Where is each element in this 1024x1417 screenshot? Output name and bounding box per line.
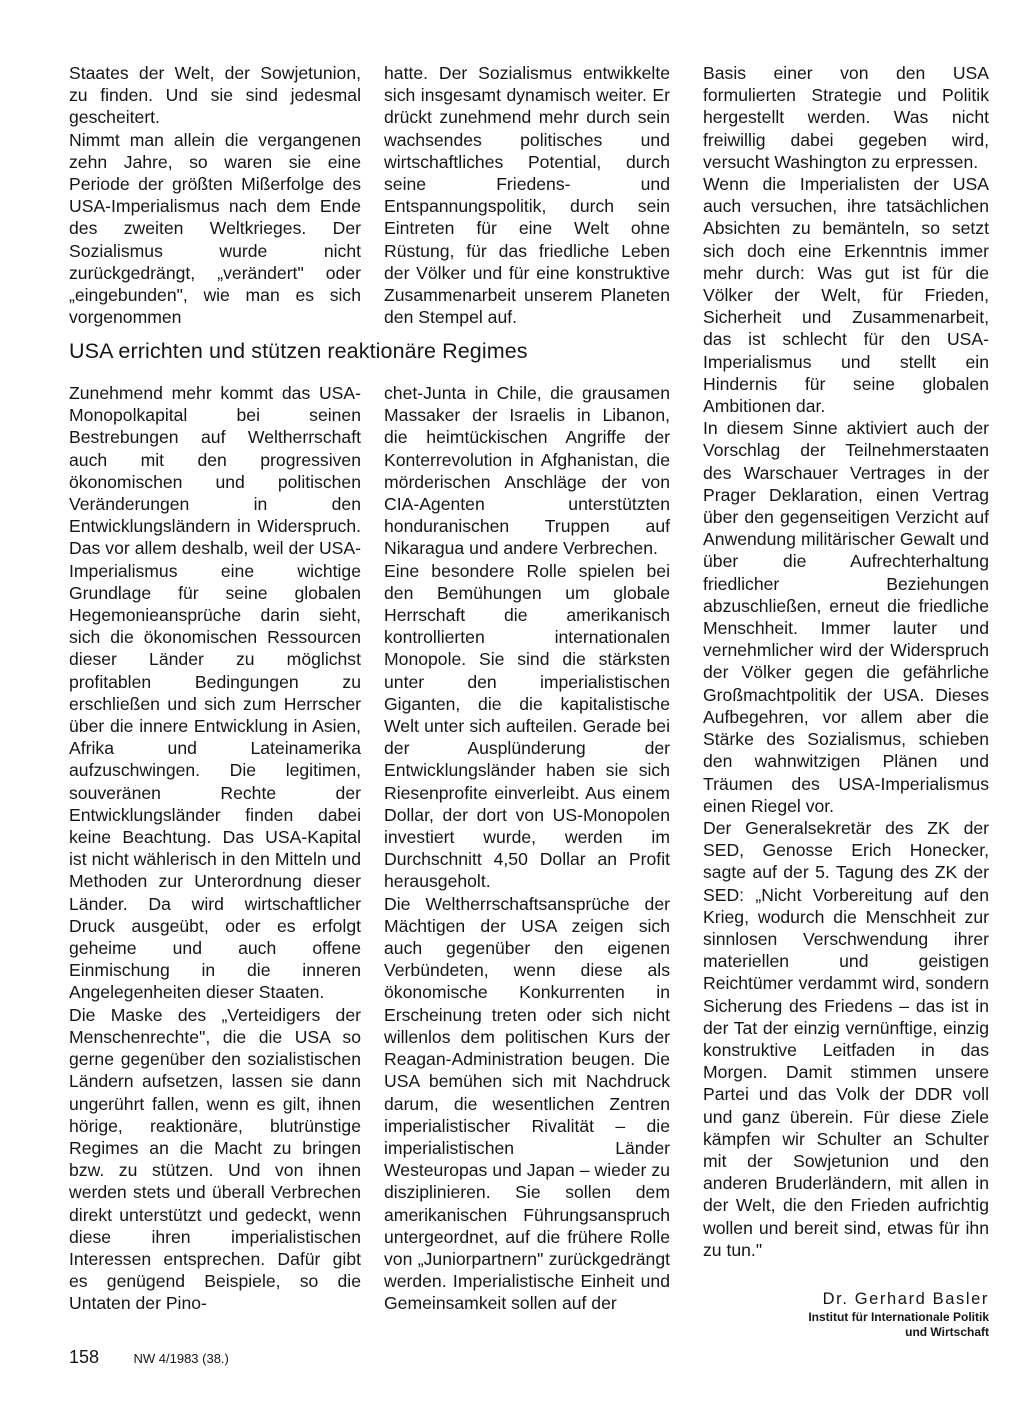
paragraph: Nimmt man allein die vergangenen zehn Jahre, so waren sie eine Periode der größten Mißerfolge des USA-Imperialismus nach dem Ende des zweiten Weltkrieges. Der Sozialismus wurde nicht zurückgedrängt, „verändert" oder „eingebunden", wie man es sich vorgenommen bbox=[69, 129, 361, 328]
intro-left-column bbox=[69, 62, 361, 328]
section-middle-column bbox=[384, 382, 670, 1315]
paragraph: Die Weltherrschaftsansprüche der Mächtigen der USA zeigen sich auch gegenüber den eigenen Verbündeten, wenn diese als ökonomische Konkurrenten in Erscheinung treten oder sich nicht willenlos dem politischen Kurs der Reagan-Administration beugen. Die USA bemühen sich mit Nachdruck darum, die wesentlichen Zentren imperialistischer Rivalität – die imperialistischen Länder Westeuropas und Japan – wieder zu disziplinieren. Sie sollen dem amerikanischen Führungsanspruch untergeordnet, auf die frühere Rolle von „Juniorpartnern" zurückgedrängt werden. Imperialistische Einheit und Gemeinsamkeit sollen auf der bbox=[384, 893, 670, 1314]
paragraph: In diesem Sinne aktiviert auch der Vorschlag der Teilnehmerstaaten des Warschauer Vertrages in der Prager Deklaration, einen Vertrag über den gegenseitigen Verzicht auf Anwendung militärischer Gewalt und über die Aufrechterhaltung friedlicher Beziehungen abzuschließen, erneut die friedliche Menschheit. Immer lauter und vernehmlicher wird der Widerspruch der Völker gegen die gefährliche Großmachtpolitik der USA. Dieses Aufbegehren, vor allem aber die Stärke des Sozialismus, schieben den wahnwitzigen Plänen und Träumen des USA-Imperialismus einen Riegel vor. bbox=[703, 418, 989, 816]
author-block bbox=[703, 1288, 989, 1340]
intro-middle-column bbox=[384, 62, 670, 328]
paragraph: Der Generalsekretär des ZK der SED, Genosse Erich Honecker, sagte auf der 5. Tagung des ZK der SED: „Nicht Vorbereitung auf den Krieg, wodurch die Menschheit zur sinnlosen Verschwendung ihrer materiellen und geistigen Reichtümer verdammt wird, sondern Sicherung des Friedens – das ist in der Tat der einzig vernünftige, einzig konstruktive Leitfaden in das Morgen. Damit stimmen unsere Partei und das Volk der DDR voll und ganz überein. Für diese Ziele kämpfen wir Schulter an Schulter mit der Sowjetunion und den anderen Bruderländern, mit allen in der Welt, die den Frieden aufrichtig wollen und bereit sind, etwas für ihn zu tun." bbox=[703, 817, 989, 1260]
paragraph: Staates der Welt, der Sowjetunion, zu finden. Und sie sind jedesmal gescheitert. bbox=[69, 63, 361, 128]
author-institution-line: und Wirtschaft bbox=[905, 1325, 989, 1339]
paragraph: Basis einer von den USA formulierten Strategie und Politik hergestellt werden. Was nicht freiwillig dabei gegeben wird, versucht Washington zu erpressen. bbox=[703, 63, 989, 172]
page-footer bbox=[69, 1346, 229, 1368]
author-institution-line: Institut für Internationale Politik bbox=[808, 1310, 989, 1324]
author-name: Dr. Gerhard Basler bbox=[822, 1290, 989, 1308]
author-institution bbox=[703, 1310, 989, 1340]
paragraph: Die Maske des „Verteidigers der Menschenrechte", die die USA so gerne gegenüber den sozialistischen Ländern aufsetzen, lassen sie dann ungerührt fallen, wenn es gilt, ihnen hörige, reaktionäre, blutrünstige Regimes an die Macht zu bringen bzw. zu stützen. Und von ihnen werden stets und überall Verbrechen direkt unterstützt und gedeckt, wenn diese ihren imperialistischen Interessen entsprechen. Dafür gibt es genügend Beispiele, so die Untaten der Pino- bbox=[69, 1004, 361, 1314]
right-column bbox=[703, 62, 989, 1261]
paragraph: Eine besondere Rolle spielen bei den Bemühungen um globale Herrschaft die amerikanisch kontrollierten internationalen Monopole. Sie sind die stärksten unter den imperialistischen Giganten, die die kapitalistische Welt unter sich aufteilen. Gerade bei der Ausplünderung der Entwicklungsländer haben sie sich Riesenprofite einverleibt. Aus einem Dollar, der dort von US-Monopolen investiert wurde, werden im Durchschnitt 4,50 Dollar an Profit herausgeholt. bbox=[384, 560, 670, 892]
issue-reference: NW 4/1983 (38.) bbox=[133, 1351, 229, 1366]
paragraph: Zunehmend mehr kommt das USA-Monopolkapital bei seinen Bestrebungen auf Weltherrschaft auch mit den progressiven ökonomischen und politischen Veränderungen in den Entwicklungsländern in Widerspruch. Das vor allem deshalb, weil der USA-Imperialismus eine wichtige Grundlage für seine globalen Hegemonieansprüche darin sieht, sich die ökonomischen Ressourcen dieser Länder zu möglichst profitablen Bedingungen zu erschließen und sich zum Herrscher über die innere Entwicklung in Asien, Afrika und Lateinamerika aufzuschwingen. Die legitimen, souveränen Rechte der Entwicklungsländer finden dabei keine Beachtung. Das USA-Kapital ist nicht wählerisch in den Mitteln und Methoden zur Unterordnung dieser Länder. Da wird wirtschaftlicher Druck ausgeübt, oder es erfolgt geheime und auch offene Einmischung in die inneren Angelegenheiten dieser Staaten. bbox=[69, 383, 361, 1003]
paragraph: Wenn die Imperialisten der USA auch versuchen, ihre tatsächlichen Absichten zu bemänteln, so setzt sich doch eine Erkenntnis immer mehr durch: Was gut ist für die Völker der Welt, für Frieden, Sicherheit und Zusammenarbeit, das ist schlecht für den USA-Imperialismus und stellt ein Hindernis für seine globalen Ambitionen dar. bbox=[703, 174, 989, 417]
section-heading: USA errichten und stützen reaktionäre Regimes bbox=[69, 339, 528, 363]
page-number: 158 bbox=[69, 1347, 100, 1367]
paragraph: hatte. Der Sozialismus entwikkelte sich insgesamt dynamisch weiter. Er drückt zunehmend mehr durch sein wachsendes politisches und wirtschaftliches Potential, durch seine Friedens- und Entspannungspolitik, durch sein Eintreten für eine Welt ohne Rüstung, für das friedliche Leben der Völker und für eine konstruktive Zusammenarbeit unserem Planeten den Stempel auf. bbox=[384, 63, 670, 328]
paragraph: chet-Junta in Chile, die grausamen Massaker der Israelis in Libanon, die heimtückischen Angriffe der Konterrevolution in Afghanistan, die mörderischen Anschläge der von CIA-Agenten unterstützten honduranischen Truppen auf Nikaragua und andere Verbrechen. bbox=[384, 383, 670, 559]
section-left-column bbox=[69, 382, 361, 1315]
